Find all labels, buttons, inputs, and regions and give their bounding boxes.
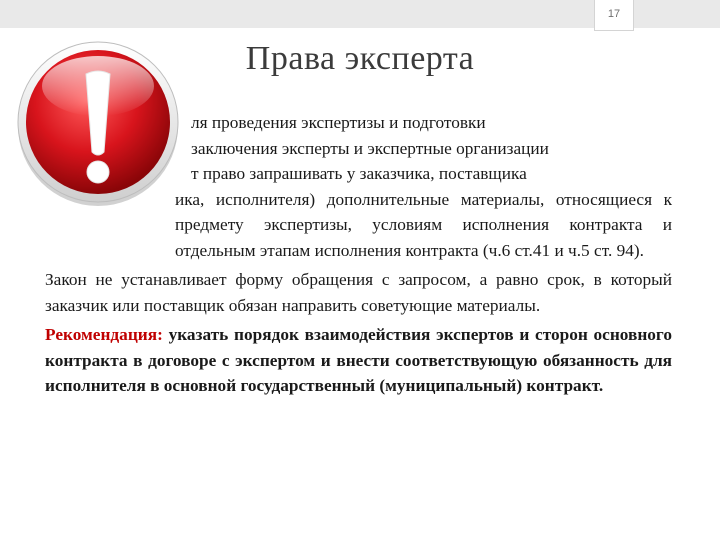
recommendation-label: Рекомендация: (45, 325, 163, 344)
exclamation-mark-icon (14, 40, 182, 208)
slide-title: Права эксперта (245, 40, 475, 77)
paragraph-line: заключения эксперты и экспертные организации (191, 138, 549, 158)
paragraph-line: ля проведения экспертизы и подготовки (191, 113, 486, 132)
paragraph-recommendation (45, 322, 672, 399)
paragraph-law-note: Закон не устанавливает форму обращения с запросом, а равно срок, в который заказчик или поставщик обязан направить советующие материалы. (45, 270, 672, 315)
paragraph-line: ика, исполнителя) дополнительные материалы, относящиеся к предмету экспертизы, условиям исполнения контракта и отдельным этапам исполнения контракта (ч.6 ст.41 и ч.5 ст. 94). (175, 189, 672, 260)
page-number: 17 (594, 0, 634, 31)
paragraph-line: т право запрашивать у заказчика, поставщика (191, 164, 527, 183)
recommendation-text: указать порядок взаимодействия экспертов и сторон основного контракта в договоре с экспертом и внести соответствующую обязанность для исполнителя в основной государственный (муниципальный) контракт. (45, 325, 672, 395)
